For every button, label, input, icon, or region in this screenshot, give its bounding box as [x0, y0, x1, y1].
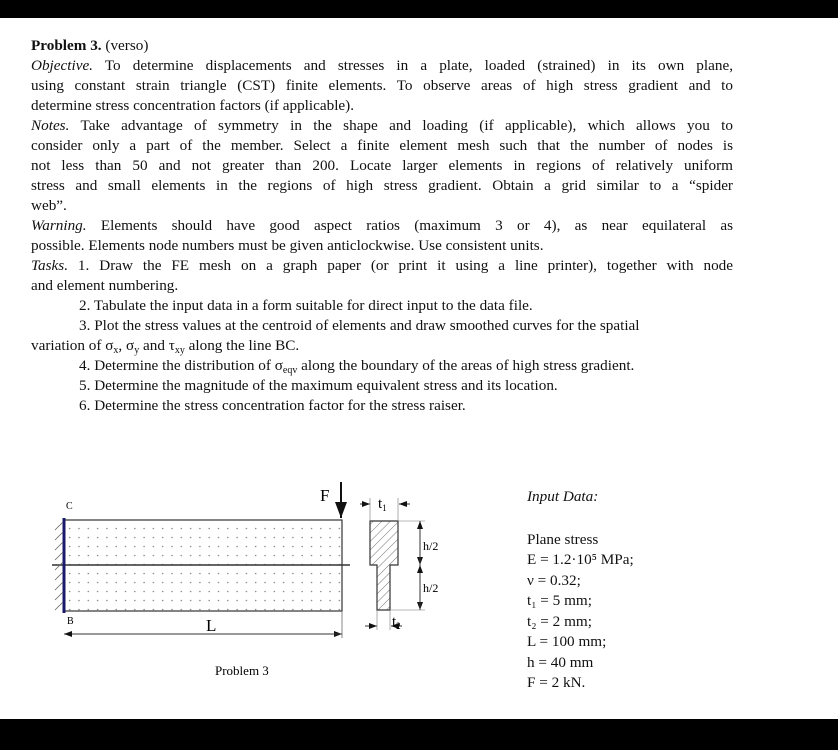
input-data-title: Input Data:: [527, 488, 599, 505]
task-5: 5. Determine the magnitude of the maximum equivalent stress and its location.: [79, 377, 558, 394]
notes-line: consider only a part of the member. Select a finite element mesh such that the number of nodes is: [31, 137, 733, 154]
task-3-cont: variation of $\sigma_x$, $\sigma_y$ and $\tau_{xy}$ along the line BC.: [31, 337, 300, 356]
notes-line: stress and small elements in the regions of high stress gradient. Obtain a grid similar to a “spider: [31, 177, 733, 194]
label-h2-upper: h/2: [423, 539, 439, 553]
label-b: B: [67, 616, 74, 627]
length-dimension: [64, 611, 342, 638]
top-black-bar: [0, 0, 838, 18]
plate: [52, 520, 350, 611]
label-c: C: [66, 501, 73, 512]
label-t2: $t_2$: [392, 614, 401, 631]
task-1-cont: and element numbering.: [31, 277, 179, 294]
input-item: L = 100 mm;: [527, 633, 607, 650]
warning-line: possible. Elements node numbers must be given anticlockwise. Use consistent units.: [31, 237, 544, 254]
warning-line: Warning. Elements should have good aspect ratios (maximum 3 or 4), as near equilateral as: [31, 217, 733, 234]
figure-caption: Problem 3: [215, 663, 269, 678]
label-t1: $t_1$: [378, 496, 387, 513]
objective-line: Objective. To determine displacements and stresses in a plate, loaded (strained) in its own plane,: [31, 57, 733, 74]
task-2: 2. Tabulate the input data in a form suitable for direct input to the data file.: [79, 297, 533, 314]
input-item: t₁ = 5 mm;: [527, 592, 592, 609]
input-item: h = 40 mm: [527, 653, 594, 671]
problem-heading: Problem 3. (verso): [31, 37, 149, 54]
label-f: F: [320, 486, 330, 505]
task-6: 6. Determine the stress concentration factor for the stress raiser.: [79, 397, 466, 414]
objective-line: determine stress concentration factors (if applicable).: [31, 97, 355, 114]
label-l: L: [206, 616, 217, 635]
input-data-panel: [527, 487, 634, 694]
notes-line: Notes. Take advantage of symmetry in the shape and loading (if applicable), which allows you to: [31, 117, 733, 134]
notes-line: web”.: [31, 197, 67, 214]
input-item: E = 1.2·10⁵ MPa;: [527, 551, 634, 568]
problem-figure: [0, 470, 520, 690]
input-item: ν = 0.32;: [527, 571, 581, 589]
cross-section: [360, 498, 425, 630]
notes-line: not less than 50 and not greater than 200. Locate larger elements in regions of relatively uniform: [31, 157, 733, 174]
input-item: Plane stress: [527, 530, 599, 548]
task-4: 4. Determine the distribution of $\sigma_{eqv}$ along the boundary of the areas of high stress gradient.: [79, 357, 635, 376]
objective-line: using constant strain triangle (CST) finite elements. To observe areas of high stress gradient and to: [31, 77, 733, 94]
task-3: 3. Plot the stress values at the centroid of elements and draw smoothed curves for the spatial: [79, 317, 640, 334]
task-1: Tasks. 1. Draw the FE mesh on a graph paper (or print it using a line printer), together with node: [31, 257, 733, 274]
input-item: t₂ = 2 mm;: [527, 612, 592, 630]
problem-text: [31, 36, 733, 416]
input-item: F = 2 kN.: [527, 674, 586, 691]
label-h2-lower: h/2: [423, 581, 439, 595]
bottom-black-bar: [0, 719, 838, 750]
